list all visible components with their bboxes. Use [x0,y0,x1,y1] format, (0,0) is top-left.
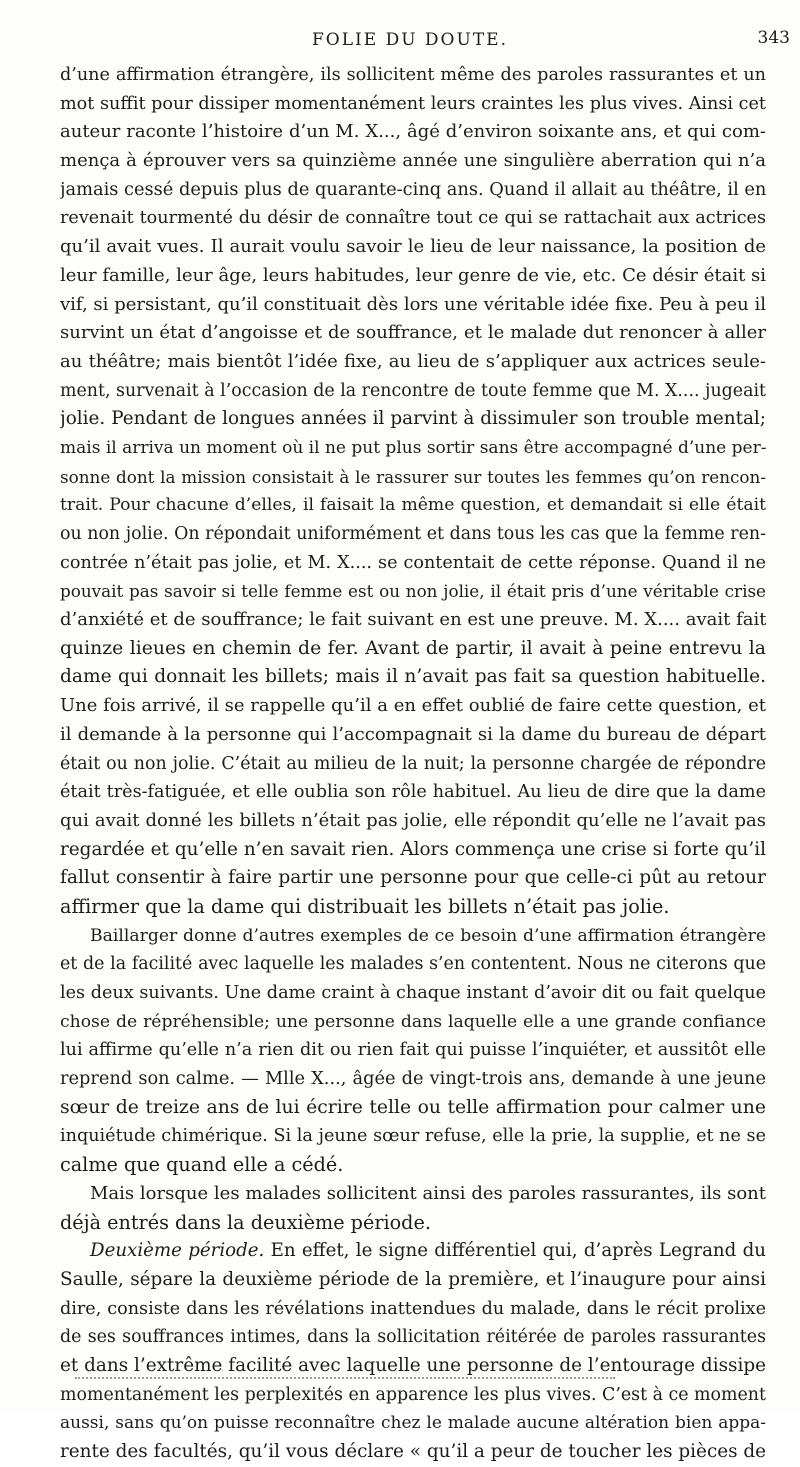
text-line [60,233,766,262]
text-line [60,348,766,377]
text-line [60,61,766,90]
line-text: de ses souffrances intimes, dans la sollicitation réitérée de paroles rassurantes [60,1327,766,1348]
text-line [60,291,766,320]
line-text: sœur de treize ans de lui écrire telle ou telle affirmation pour calmer une [60,1096,766,1118]
running-head [60,28,790,56]
line-text: dame qui donnait les billets; mais il n’avait pas fait sa question habituelle. [60,666,766,688]
line-text: qui avait donné les billets n’était pas jolie, elle répondit qu’elle ne l’avait pas [60,809,766,831]
text-line [60,778,766,807]
text-line [60,520,766,549]
text-line [60,979,766,1008]
line-text: contrée n’était pas jolie, et M. X.... se contentait de cette réponse. Quand il ne [60,552,766,573]
line-text: jolie. Pendant de longues années il parvint à dissimuler son trouble mental; [60,408,766,430]
line-text: mot suffit pour dissiper momentanément leurs craintes les plus vives. Ainsi cet [60,93,766,114]
line-text: et de la facilité avec laquelle les malades s’en contentent. Nous ne citerons que [60,954,766,975]
line-text: Mais lorsque les malades sollicitent ainsi des paroles rassurantes, ils sont [90,1182,766,1204]
text-line [60,1122,766,1151]
text-line [60,90,766,119]
line-text: les deux suivants. Une dame craint à chaque instant d’avoir dit ou fait quelque [60,983,766,1003]
text-line [60,1323,766,1352]
line-text: survint un état d’angoisse et de souffrance, et le malade dut renoncer à aller [60,322,766,344]
line-text: fallut consentir à faire partir une personne pour que celle-ci pût au retour [60,867,766,889]
line-text: déjà entrés dans la deuxième période. [60,1210,431,1234]
text-line [60,1065,766,1094]
text-line [60,319,766,348]
text-line [60,176,766,205]
line-text: dire, consiste dans les révélations inattendues du malade, dans le récit prolixe [60,1298,766,1319]
line-text: regardée et qu’elle n’en savait rien. Alors commença une crise si forte qu’il [60,838,766,860]
line-text: rente des facultés, qu’il vous déclare « qu’il a peur de toucher les pièces de [60,1441,766,1462]
text-line [60,893,766,922]
line-text: ment, survenait à l’occasion de la rencontre de toute femme que M. X.... jugeait [60,380,766,401]
text-line [60,663,766,692]
text-line [60,549,766,578]
line-text: momentanément les perplexités en apparence les plus vives. C’est à ce moment [60,1384,766,1405]
line-text: vif, si persistant, qu’il constituait dès lors une véritable idée fixe. Peu à peu il [60,293,766,315]
line-text: reprend son calme. — Mlle X..., âgée de vingt-trois ans, demande à une jeune [60,1068,766,1090]
page-number: 343 [757,28,790,48]
text-line [60,606,766,635]
text-line [60,950,766,979]
line-text: affirmer que la dame qui distribuait les billets n’était pas jolie. [60,894,670,918]
line-text: et dans l’extrême facilité avec laquelle une personne de l’entourage dissipe [60,1354,766,1376]
text-line [60,147,766,176]
text-line [60,434,766,463]
text-line [60,864,766,893]
line-text: calme que quand elle a cédé. [60,1153,344,1177]
line-text: revenait tourmenté du désir de connaître tout ce qui se rattachait aux actrices [60,208,766,229]
line-text: aussi, sans qu’on puisse reconnaître chez le malade aucune altération bien appa- [60,1413,766,1434]
text-line [60,1438,766,1467]
text-line [60,836,766,865]
line-text: mença à éprouver vers sa quinzième année une singulière aberration qui n’a [60,150,766,172]
line-text: trait. Pour chacune d’elles, il faisait la même question, et demandait si elle était [60,495,766,516]
text-line [60,922,766,951]
text-line [60,262,766,291]
text-line [60,1381,766,1410]
line-text: sonne dont la mission consistait à le rassurer sur toutes les femmes qu’on rencon- [60,466,766,487]
line-text: il demande à la personne qui l’accompagnait si la dame du bureau de départ [60,723,766,745]
text-line [60,1180,766,1209]
line-text: auteur raconte l’histoire d’un M. X..., âgé d’environ soixante ans, et qui com- [60,121,766,143]
line-text: lui affirme qu’elle n’a rien dit ou rien fait qui puisse l’inquiéter, et aussitôt elle [60,1040,766,1061]
line-text: En effet, le signe différentiel qui, d’après Legrand du [270,1240,766,1262]
line-text: Une fois arrivé, il se rappelle qu’il a en effet oublié de faire cette question, et [60,695,766,717]
line-text: qu’il avait vues. Il aurait voulu savoir le lieu de leur naissance, la position de [60,236,766,258]
line-text: était très-fatiguée, et elle oublia son rôle habituel. Au lieu de dire que la dame [60,782,766,803]
text-line [60,635,766,664]
line-text: chose de répréhensible; une personne dans laquelle elle a une grande confiance [60,1011,766,1032]
line-text: mais il arriva un moment où il ne put plus sortir sans être accompagné d’une per- [60,437,766,458]
text-line [60,463,766,492]
line-text: jamais cessé depuis plus de quarante-cinq ans. Quand il allait au théâtre, il en [60,178,766,200]
text-line [60,1266,766,1295]
text-line [60,1409,766,1438]
text-line [60,405,766,434]
text-line [60,491,766,520]
line-text: d’anxiété et de souffrance; le fait suivant en est une preuve. M. X.... avait fait [60,609,766,631]
line-text: Saulle, sépare la deuxième période de la première, et l’inaugure pour ainsi [60,1268,766,1290]
text-line [60,750,766,779]
line-text: pouvait pas savoir si telle femme est ou non jolie, il était pris d’une véritable crise [60,581,766,602]
line-text: au théâtre; mais bientôt l’idée fixe, au lieu de s’appliquer aux actrices seule- [60,350,766,372]
text-line [60,807,766,836]
line-text: inquiétude chimérique. Si la jeune sœur refuse, elle la prie, la supplie, et ne se [60,1126,766,1147]
text-line [60,1094,766,1123]
section-heading: Deuxième période. [90,1240,265,1262]
text-line [60,1151,766,1180]
running-title: FOLIE DU DOUTE. [312,30,508,50]
text-line [60,577,766,606]
text-line [60,118,766,147]
footer-rule [75,1377,615,1379]
text-line [60,721,766,750]
line-text: quinze lieues en chemin de fer. Avant de partir, il avait à peine entrevu la [60,637,766,659]
text-line [60,1036,766,1065]
text-line [60,1008,766,1037]
body-text [60,61,766,1467]
text-line [60,1209,766,1238]
line-text: d’une affirmation étrangère, ils sollicitent même des paroles rassurantes et un [60,65,766,85]
text-line [60,204,766,233]
line-text: Baillarger donne d’autres exemples de ce besoin d’une affirmation étrangère [90,925,766,946]
line-text: leur famille, leur âge, leurs habitudes, leur genre de vie, etc. Ce désir était si [60,264,766,286]
text-line [60,692,766,721]
text-line [60,377,766,406]
line-text: ou non jolie. On répondait uniformément et dans tous les cas que la femme ren- [60,524,766,544]
line-text: était ou non jolie. C’était au milieu de la nuit; la personne chargée de répondre [60,753,766,774]
text-line [60,1237,766,1266]
text-line [60,1295,766,1324]
